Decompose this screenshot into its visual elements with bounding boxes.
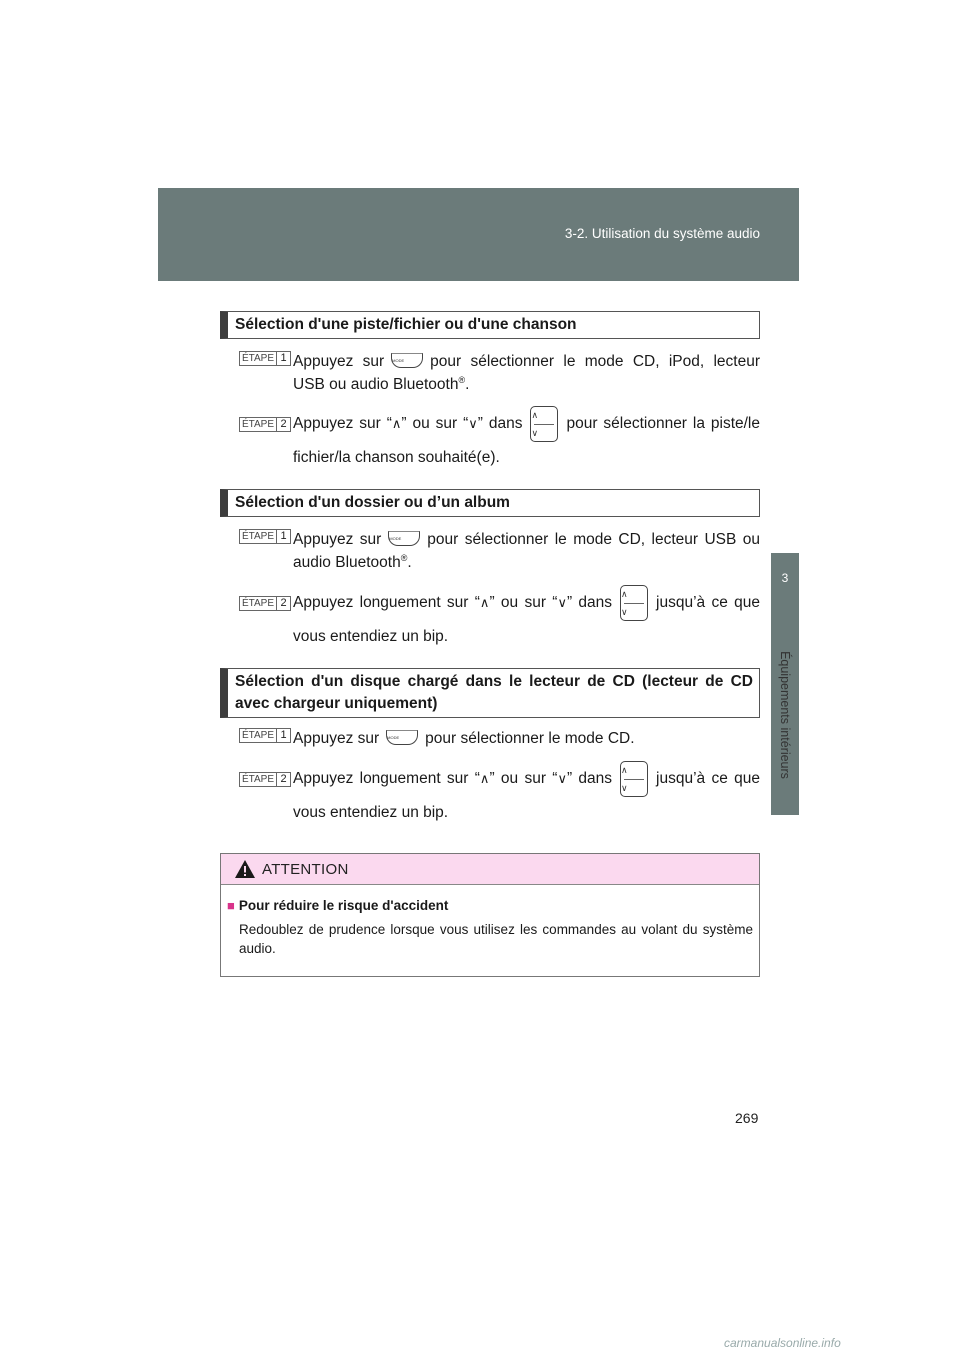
section-heading-track: Sélection d'une piste/fichier ou d'une chanson <box>220 311 760 339</box>
mode-button-icon: MODE <box>391 353 423 368</box>
up-down-switch-icon: ∧ ∨ <box>530 406 558 442</box>
step-track-2 <box>239 406 760 473</box>
section-heading-disc: Sélection d'un disque chargé dans le lecteur de CD (lecteur de CD avec chargeur uniquement) <box>220 668 760 718</box>
warning-item-title: ■ Pour réduire le risque d'accident <box>227 898 449 913</box>
section-heading-folder: Sélection d'un dossier ou d’un album <box>220 489 760 517</box>
step-disc-2 <box>239 761 760 828</box>
warning-box <box>220 853 760 977</box>
step-disc-1 <box>239 727 760 750</box>
page-number: 269 <box>735 1110 759 1126</box>
mode-button-icon: MODE <box>386 730 418 745</box>
warning-item-text: Redoublez de prudence lorsque vous utilisez les commandes au volant du système audio. <box>239 922 753 956</box>
warning-header <box>221 854 759 885</box>
section-title: 3-2. Utilisation du système audio <box>564 226 760 241</box>
step-badge: ÉTAPE 1 <box>239 529 291 544</box>
watermark-footer: carmanualsonline.info <box>724 1336 841 1350</box>
chapter-side-label <box>772 640 798 790</box>
step-text: Appuyez sur “∧” ou sur “∨” dans ∧ ∨ pour sélectionner la piste/le fichier/la chanson souhaité(e). <box>293 406 760 473</box>
step-text: Appuyez sur MODE pour sélectionner le mode CD, iPod, lecteur USB ou audio Bluetooth®. <box>293 353 760 393</box>
up-down-switch-icon: ∧ ∨ <box>620 585 648 621</box>
bullet-square-icon: ■ <box>227 898 235 913</box>
step-text: Appuyez longuement sur “∧” ou sur “∨” dans ∧ ∨ jusqu’à ce que vous entendiez un bip. <box>293 585 760 652</box>
mode-button-icon: MODE <box>388 531 420 546</box>
chapter-header-band <box>158 188 799 281</box>
step-badge: ÉTAPE 1 <box>239 728 291 743</box>
step-track-1 <box>239 350 760 396</box>
up-down-switch-icon: ∧ ∨ <box>620 761 648 797</box>
step-folder-2 <box>239 585 760 652</box>
step-text: Appuyez sur MODE pour sélectionner le mode CD, lecteur USB ou audio Bluetooth®. <box>293 531 760 571</box>
step-badge: ÉTAPE 2 <box>239 772 291 787</box>
warning-triangle-icon <box>234 859 256 879</box>
step-badge: ÉTAPE 1 <box>239 351 291 366</box>
warning-body <box>221 885 759 958</box>
step-badge: ÉTAPE 2 <box>239 417 291 432</box>
step-folder-1 <box>239 528 760 574</box>
step-text: Appuyez sur MODE pour sélectionner le mode CD. <box>293 730 635 747</box>
step-badge: ÉTAPE 2 <box>239 596 291 611</box>
chapter-label-text: Équipements intérieurs <box>778 651 792 779</box>
warning-title: ATTENTION <box>262 861 349 878</box>
step-text: Appuyez longuement sur “∧” ou sur “∨” dans ∧ ∨ jusqu’à ce que vous entendiez un bip. <box>293 761 760 828</box>
chapter-number: 3 <box>781 571 789 585</box>
